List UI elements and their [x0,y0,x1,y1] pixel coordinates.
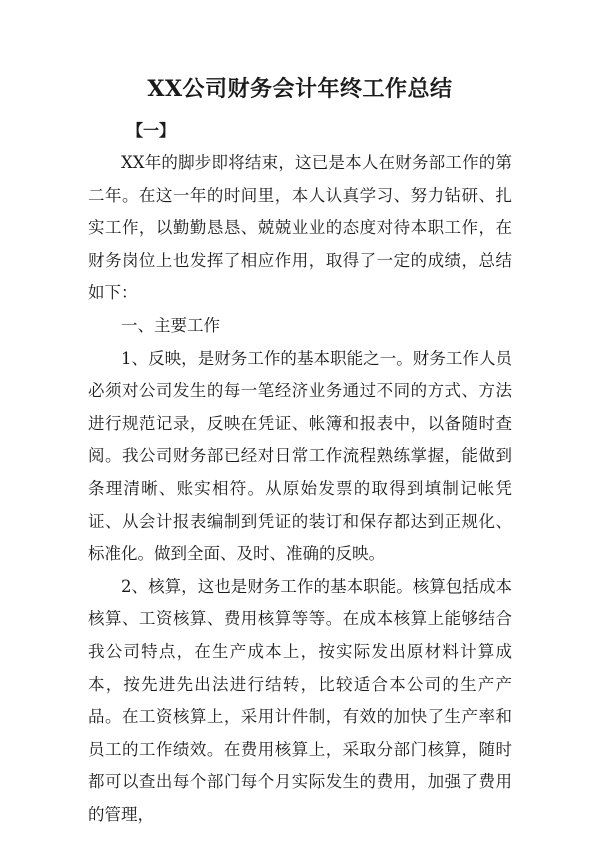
section-label: 【一】 [127,121,176,140]
paragraph-accounting: 2、核算，这也是财务工作的基本职能。核算包括成本核算、工资核算、费用核算等等。在成本核算上能够结合我公司特点，在生产成本上，按实际发出原材料计算成本，按先进先出法进行结转，比较适合本公司的生产产品。在工资核算上，采用计件制，有效的加快了生产率和员工的工作绩效。在费用核算上，采取分部门核算，随时都可以查出每个部门每个月实际发生的费用，加强了费用的管理， [88,576,512,824]
document-title: XX公司财务会计年终工作总结 [147,76,453,102]
paragraph-reflection: 1、反映，是财务工作的基本职能之一。财务工作人员必须对公司发生的每一笔经济业务通过不同的方式、方法进行规范记录，反映在凭证、帐簿和报表中，以备随时查阅。我公司财务部已经对日常工作流程熟练掌握，能做到条理清晰、账实相符。从原始发票的取得到填制记帐凭证、从会计报表编制到凭证的装订和保存都达到正规化、标准化。做到全面、及时、准确的反映。 [88,348,512,564]
paragraph-intro: XX年的脚步即将结束，这已是本人在财务部工作的第二年。在这一年的时间里，本人认真学习、努力钻研、扎实工作，以勤勤恳恳、兢兢业业的态度对待本职工作，在财务岗位上也发挥了相应作用，取得了一定的成绩，总结如下： [88,153,512,303]
paragraph-heading-main-work: 一、主要工作 [121,315,220,335]
document-body [88,147,512,831]
